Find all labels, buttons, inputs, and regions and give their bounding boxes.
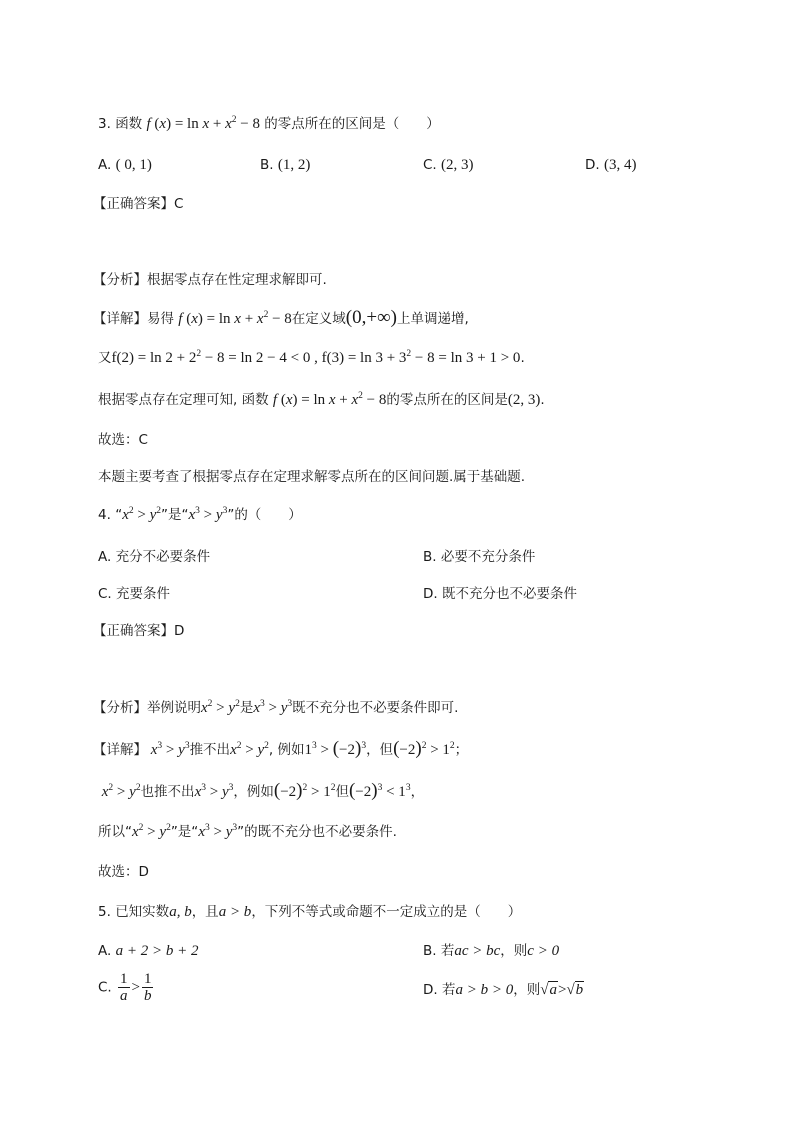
q3-choose: 故选：C	[98, 432, 148, 448]
q4-number: 4.	[98, 507, 111, 523]
q3-option-d: D. (3, 4)	[585, 157, 637, 173]
q4-option-b: B. 必要不充分条件	[423, 549, 536, 565]
q3-detail-line-1: 【详解】易得 f $(x) = \ln x + x^2 - 8$在定义域(0,+∞)上单调递增,	[93, 307, 469, 328]
q5-option-c: C. $\frac{1}{a}$ > $\frac{1}{b}$	[98, 971, 152, 1004]
q3-detail-line-3: 根据零点存在定理可知, 函数 f $(x) = \ln x + x^2 - 8$的零点所在的区间是(2, 3).	[98, 391, 545, 408]
q3-option-c: C. (2, 3)	[423, 157, 474, 173]
q5-option-d: D. 若a > b > 0，则√a>√b	[423, 982, 584, 998]
q3-number: 3.	[98, 116, 111, 132]
fraction-1-over-a: $\frac{1}{a}$	[120, 971, 128, 1004]
q3-analysis: 【分析】根据零点存在性定理求解即可.	[93, 272, 327, 288]
q3-detail-line-2: 又$f(2) = \ln 2 + 2^2 - 8 = \ln 2 - 4 < 0$ , $f(3) = \ln 3 + 3^2 - 8 = \ln 3 + 1 > 0$.	[98, 349, 525, 366]
q4-option-d: D. 既不充分也不必要条件	[423, 586, 577, 602]
q3-option-a: A. ( 0, 1)	[98, 157, 152, 173]
q5-option-a: A. a + 2 > b + 2	[98, 943, 199, 959]
q5-option-b: B. 若ac > bc，则c > 0	[423, 943, 560, 959]
fraction-1-over-b: $\frac{1}{b}$	[143, 971, 152, 1004]
sqrt-b: √b	[566, 982, 584, 998]
q4-detail-line-2: $x^2 > y^2$也推不出$x^3 > y^3$，例如$(-2)^2 > 1^2$但$(-2)^3 < 1^3$，	[101, 780, 425, 801]
q5-stem: 5. 已知实数a, b，且a > b，下列不等式或命题不一定成立的是（ ）	[98, 904, 522, 920]
q4-option-a: A. 充分不必要条件	[98, 549, 211, 565]
q3-stem: 3. 函数 f $(x) = \ln x + x^2 - 8$ 的零点所在的区间是（ ）	[98, 115, 440, 132]
q3-answer: 【正确答案】C	[93, 196, 184, 212]
q3-function: f $(x) = \ln x + x^2 - 8$	[146, 115, 260, 132]
q5-number: 5.	[98, 904, 111, 920]
q4-stem: 4. “$x^2 > y^2$”是“$x^3 > y^3$”的（ ）	[98, 506, 302, 523]
q4-choose: 故选：D	[98, 864, 149, 880]
q4-answer: 【正确答案】D	[93, 623, 185, 639]
q3-summary: 本题主要考查了根据零点存在定理求解零点所在的区间问题.属于基础题.	[98, 469, 526, 485]
sqrt-a: √a	[540, 982, 557, 998]
q4-detail-line-3: 所以“$x^2 > y^2$”是“$x^3 > y^3$”的既不充分也不必要条件.	[98, 823, 397, 840]
q4-option-c: C. 充要条件	[98, 586, 171, 602]
q4-analysis: 【分析】举例说明$x^2 > y^2$是$x^3 > y^3$既不充分也不必要条件即可.	[93, 699, 459, 716]
q3-option-b: B. (1, 2)	[260, 157, 311, 173]
q4-detail-line-1: 【详解】 $x^3 > y^3$推不出$x^2 > y^2$, 例如$1^3 > (-2)^3$，但$(-2)^2 > 1^2$；	[93, 738, 469, 759]
